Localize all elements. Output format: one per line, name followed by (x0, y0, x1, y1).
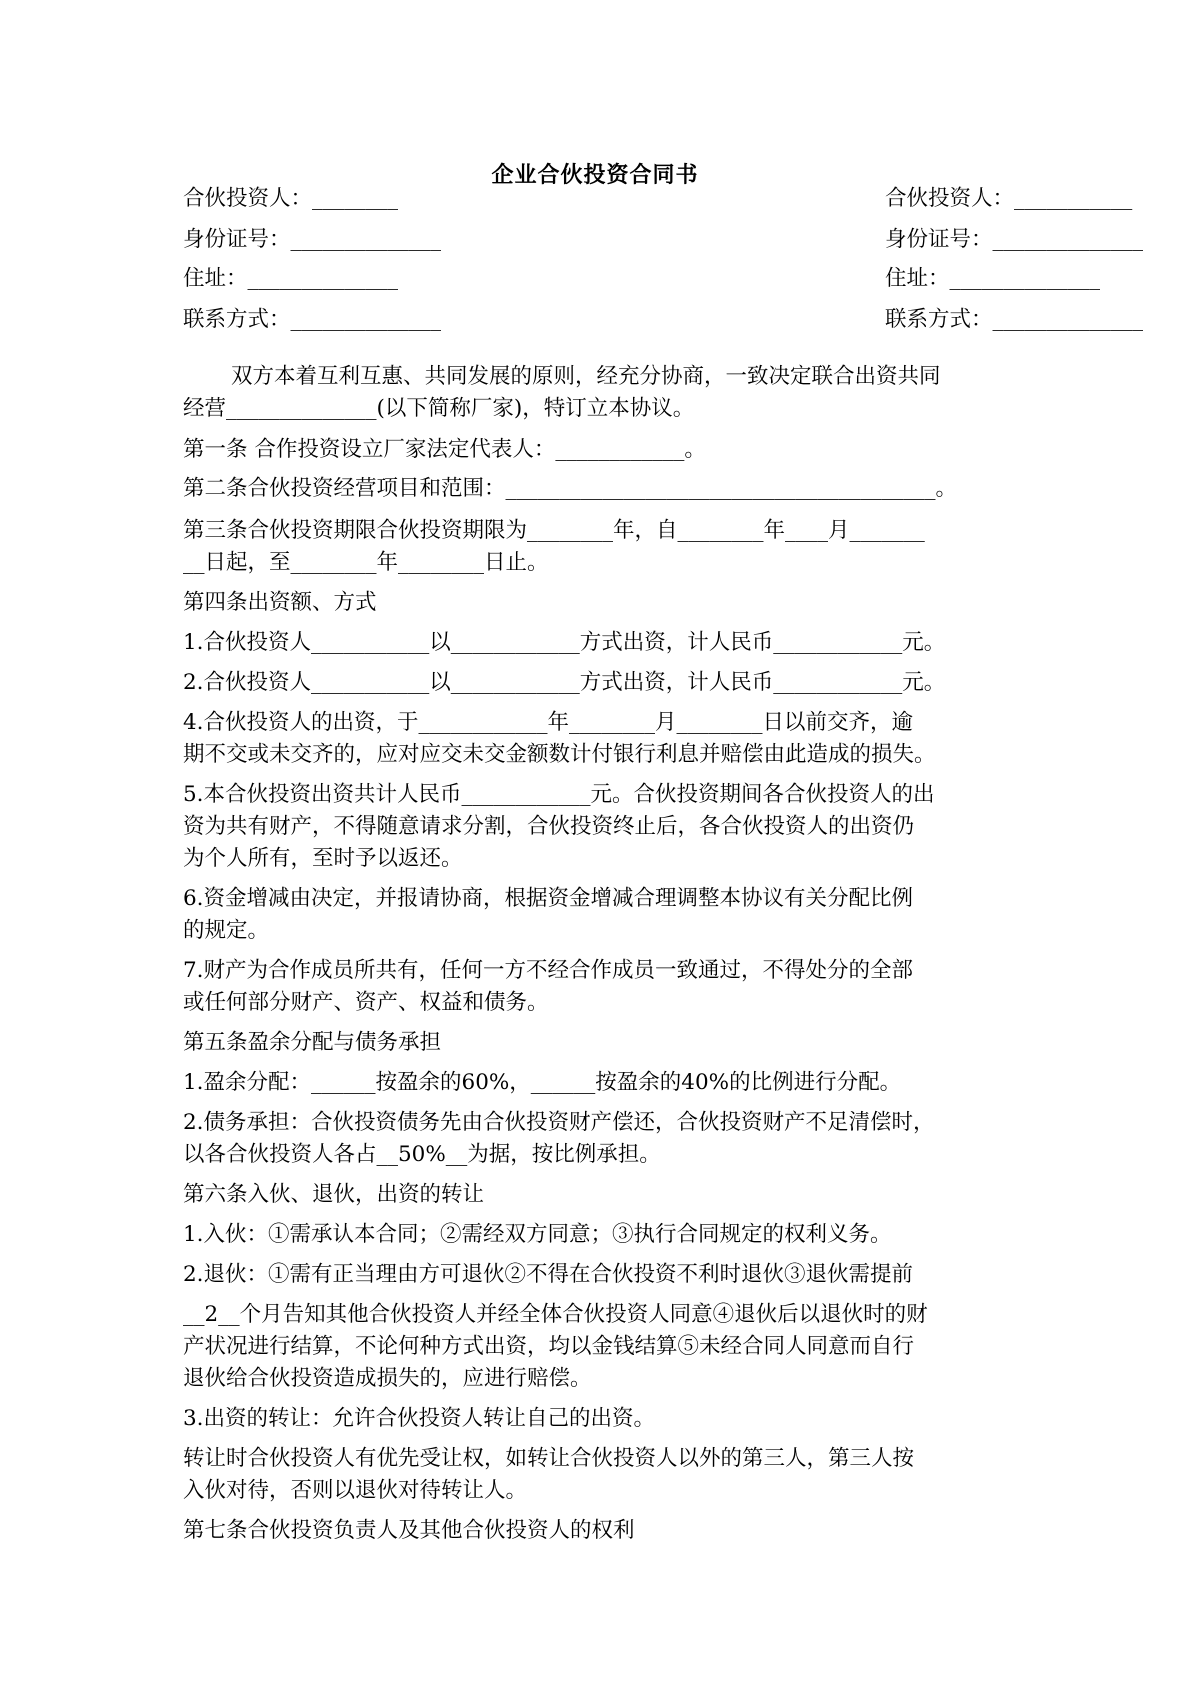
article-4-item-1: 1.合伙投资人___________以____________方式出资，计人民币____________元。 (183, 630, 946, 655)
article-5-heading: 第五条盈余分配与债务承担 (183, 1030, 442, 1055)
article-6-item-2: __2__个月告知其他合伙投资人并经全体合伙投资人同意④退伙后以退伙时的财 (183, 1302, 928, 1327)
article-5-item-2: 以各合伙投资人各占__50%__为据，按比例承担。 (183, 1142, 661, 1167)
intro-line: 经营______________(以下简称厂家)，特订立本协议。 (183, 396, 695, 421)
article-6-transfer: 入伙对待，否则以退伙对待转让人。 (183, 1478, 528, 1503)
article-5-item-1: 1.盈余分配：______按盈余的60%，______按盈余的40%的比例进行分配。 (183, 1070, 902, 1095)
party-id-row (183, 225, 1144, 255)
left-address-field: 住址：______________ (183, 266, 399, 291)
article-5-item-2: 2.债务承担：合伙投资债务先由合伙投资财产偿还，合伙投资财产不足清偿时， (183, 1110, 935, 1135)
article-6-item-2: 2.退伙：①需有正当理由方可退伙②不得在合伙投资不利时退伙③退伙需提前 (183, 1262, 914, 1287)
article-4-item-5: 资为共有财产，不得随意请求分割，合伙投资终止后，各合伙投资人的出资仍 (183, 814, 915, 839)
article-2: 第二条合伙投资经营项目和范围：________________________________________。 (183, 476, 958, 501)
article-6-item-1: 1.入伙：①需承认本合同；②需经双方同意；③执行合同规定的权利义务。 (183, 1222, 892, 1247)
article-4-item-7: 或任何部分财产、资产、权益和债务。 (183, 990, 549, 1015)
party-contact-row (183, 305, 1144, 335)
right-id-field: 身份证号：______________ (885, 227, 1144, 252)
intro-line: 双方本着互利互惠、共同发展的原则，经充分协商，一致决定联合出资共同 (231, 364, 941, 389)
party-address-row (183, 264, 1101, 294)
page-title: 企业合伙投资合同书 (491, 162, 699, 188)
left-contact-field: 联系方式：______________ (183, 307, 442, 332)
right-address-field: 住址：______________ (885, 266, 1101, 291)
article-4-item-2: 2.合伙投资人___________以____________方式出资，计人民币____________元。 (183, 670, 946, 695)
right-contact-field: 联系方式：______________ (885, 307, 1144, 332)
article-4-item-6: 的规定。 (183, 918, 270, 943)
left-id-field: 身份证号：______________ (183, 227, 442, 252)
right-investor-field: 合伙投资人：___________ (885, 186, 1133, 211)
left-investor-field: 合伙投资人：________ (183, 186, 399, 211)
article-6-item-2: 退伙给合伙投资造成损失的，应进行赔偿。 (183, 1366, 592, 1391)
article-6-heading: 第六条入伙、退伙，出资的转让 (183, 1182, 485, 1207)
article-3-line: __日起，至________年________日止。 (183, 550, 549, 575)
article-6-item-2: 产状况进行结算，不论何种方式出资，均以金钱结算⑤未经合同人同意而自行 (183, 1334, 915, 1359)
article-4-item-4: 期不交或未交齐的，应对应交未交金额数计付银行利息并赔偿由此造成的损失。 (183, 742, 936, 767)
article-4-item-7: 7.财产为合作成员所共有，任何一方不经合作成员一致通过，不得处分的全部 (183, 958, 914, 983)
article-4-item-4: 4.合伙投资人的出资，于____________年________月________日以前交齐，逾 (183, 710, 914, 735)
party-investor-row (183, 184, 1133, 214)
article-6-item-3: 3.出资的转让：允许合伙投资人转让自己的出资。 (183, 1406, 656, 1431)
article-4-item-5: 5.本合伙投资出资共计人民币____________元。合伙投资期间各合伙投资人的出 (183, 782, 935, 807)
article-7-heading: 第七条合伙投资负责人及其他合伙投资人的权利 (183, 1518, 635, 1543)
article-4-item-6: 6.资金增减由决定，并报请协商，根据资金增减合理调整本协议有关分配比例 (183, 886, 914, 911)
article-1: 第一条 合作投资设立厂家法定代表人：____________。 (183, 437, 706, 462)
article-3-line: 第三条合伙投资期限合伙投资期限为________年，自________年____月_______ (183, 518, 925, 543)
article-4-heading: 第四条出资额、方式 (183, 590, 377, 615)
article-6-transfer: 转让时合伙投资人有优先受让权，如转让合伙投资人以外的第三人，第三人按 (183, 1446, 915, 1471)
article-4-item-5: 为个人所有，至时予以返还。 (183, 846, 463, 871)
